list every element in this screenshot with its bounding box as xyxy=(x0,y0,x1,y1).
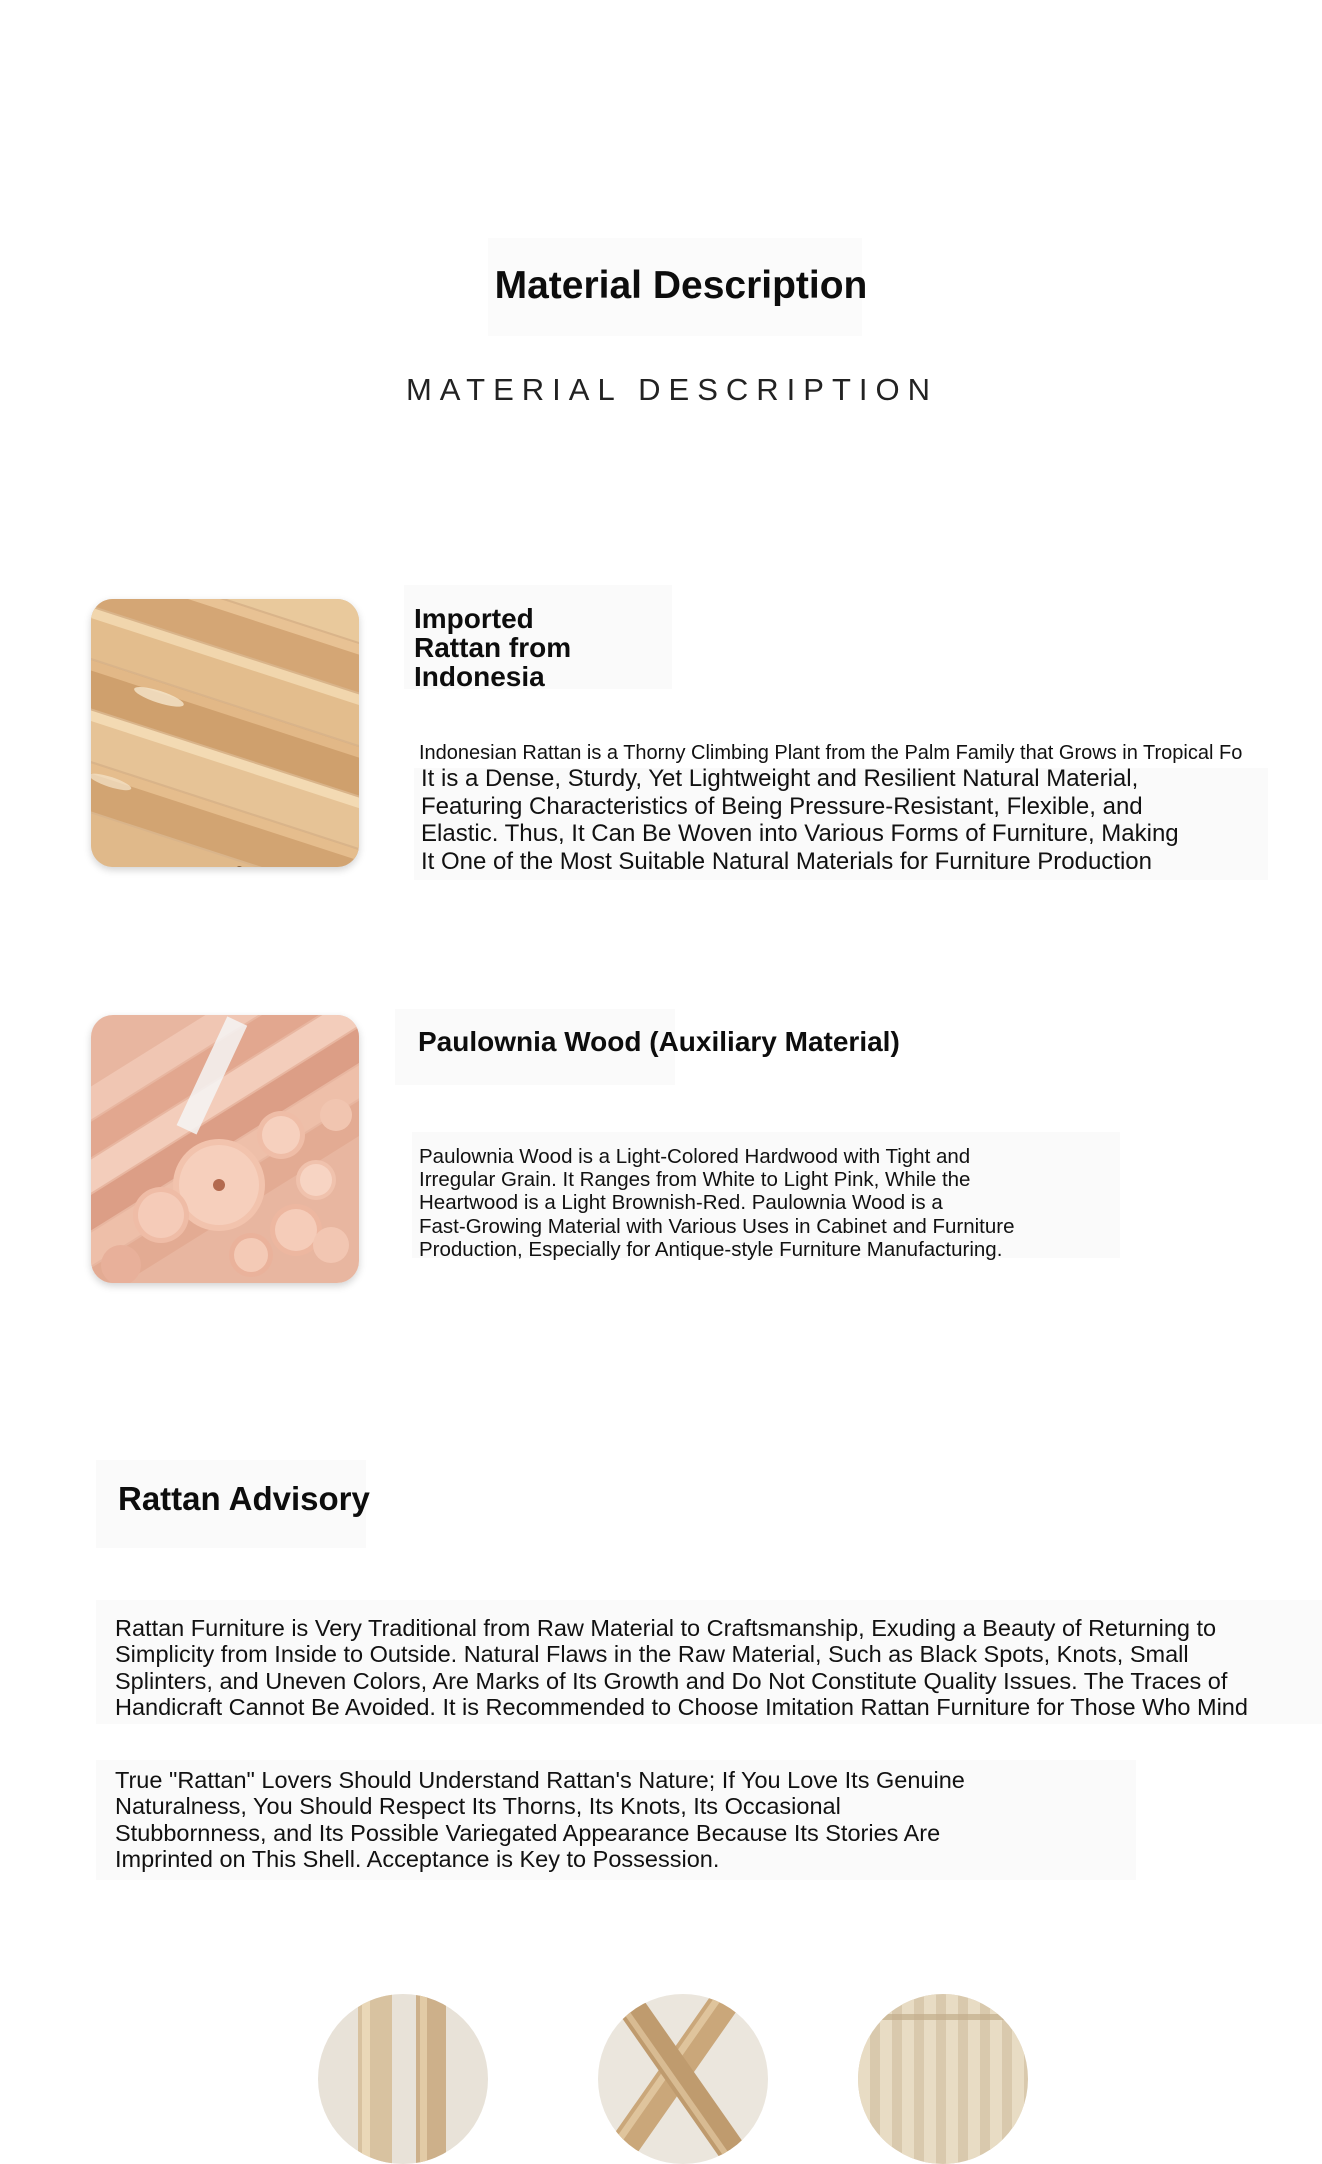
advisory-paragraph-1-line: Splinters, and Uneven Colors, Are Marks of Its Growth and Do Not Constitute Quality Issues. The Traces of xyxy=(115,1667,1228,1694)
paulownia-dowels-image xyxy=(91,1015,359,1283)
rattan-heading-line: Rattan from xyxy=(414,632,572,663)
paulownia-description-line: Production, Especially for Antique-style Furniture Manufacturing. xyxy=(419,1237,1003,1261)
advisory-heading: Rattan Advisory xyxy=(118,1480,370,1517)
rattan-heading-line: Indonesia xyxy=(414,661,545,692)
paulownia-heading: Paulownia Wood (Auxiliary Material) xyxy=(418,1026,900,1057)
rattan-detail-image-2 xyxy=(598,1994,768,2164)
advisory-paragraph-1 xyxy=(115,1615,1248,1720)
rattan-description-first-line: Indonesian Rattan is a Thorny Climbing Plant from the Palm Family that Grows in Tropical Fo xyxy=(419,742,1243,764)
advisory-paragraph-2-line: Naturalness, You Should Respect Its Thorns, Its Knots, Its Occasional xyxy=(115,1793,841,1820)
rattan-heading xyxy=(414,604,571,691)
rattan-rods-image xyxy=(91,599,359,867)
paulownia-description-line: Heartwood is a Light Brownish-Red. Paulownia Wood is a xyxy=(419,1191,943,1215)
paulownia-description-line: Irregular Grain. It Ranges from White to Light Pink, While the xyxy=(419,1168,971,1192)
page-subtitle: MATERIAL DESCRIPTION xyxy=(405,372,939,407)
paulownia-description xyxy=(419,1145,1015,1261)
paulownia-description-line: Paulownia Wood is a Light-Colored Hardwood with Tight and xyxy=(419,1145,971,1168)
advisory-paragraph-1-line: Rattan Furniture is Very Traditional from Raw Material to Craftsmanship, Exuding a Beauty of Returning to xyxy=(115,1615,1217,1641)
rattan-description-line: Featuring Characteristics of Being Pressure-Resistant, Flexible, and xyxy=(421,792,1143,820)
rattan-description xyxy=(421,765,1179,875)
rattan-description-line: It One of the Most Suitable Natural Materials for Furniture Production xyxy=(421,847,1153,875)
rattan-description-line: It is a Dense, Sturdy, Yet Lightweight and Resilient Natural Material, xyxy=(421,765,1139,792)
advisory-paragraph-2-line: Stubbornness, and Its Possible Variegated Appearance Because Its Stories Are xyxy=(115,1819,941,1846)
paulownia-description-line: Fast-Growing Material with Various Uses in Cabinet and Furniture xyxy=(419,1214,1015,1238)
advisory-paragraph-2 xyxy=(115,1767,965,1872)
advisory-paragraph-1-line: Simplicity from Inside to Outside. Natural Flaws in the Raw Material, Such as Black Spots, Knots, Small xyxy=(115,1641,1189,1668)
advisory-paragraph-1-line: Handicraft Cannot Be Avoided. It is Recommended to Choose Imitation Rattan Furniture for Those Who Mind xyxy=(115,1693,1248,1720)
page-title: Material Description xyxy=(494,264,868,307)
rattan-detail-image-3 xyxy=(858,1994,1028,2164)
rattan-description-line: Elastic. Thus, It Can Be Woven into Various Forms of Furniture, Making xyxy=(421,820,1179,847)
advisory-paragraph-2-line: Imprinted on This Shell. Acceptance is Key to Possession. xyxy=(115,1845,720,1872)
rattan-heading-line: Imported xyxy=(414,603,534,634)
rattan-detail-image-1 xyxy=(318,1994,488,2164)
advisory-paragraph-2-line: True "Rattan" Lovers Should Understand Rattan's Nature; If You Love Its Genuine xyxy=(115,1767,965,1793)
